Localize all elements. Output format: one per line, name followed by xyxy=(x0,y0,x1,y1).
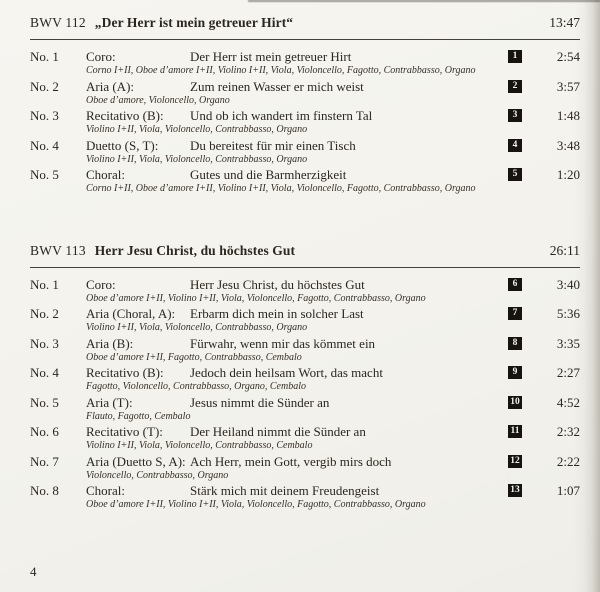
movement-number: No. 1 xyxy=(30,49,59,64)
movement-number: No. 2 xyxy=(30,78,59,94)
cantata-title: Herr Jesu Christ, du höchstes Gut xyxy=(94,242,296,258)
instrumentation: Corno I+II, Oboe d’amore I+II, Violino I+II, Viola, Violoncello, Fagotto, Contrabbasso, Organo xyxy=(86,65,476,76)
track-main-line xyxy=(30,108,580,124)
movement-number: No. 8 xyxy=(30,483,59,498)
movement-title: Zum reinen Wasser er mich weist xyxy=(190,78,364,94)
track-row xyxy=(30,167,580,196)
cd-track-number-badge: 8 xyxy=(508,337,522,350)
movement-type: Choral: xyxy=(86,483,125,498)
track-main-line xyxy=(30,138,580,154)
movement-number: No. 6 xyxy=(30,424,59,439)
movement-duration: 1:20 xyxy=(556,167,580,182)
cd-track-number-badge: 10 xyxy=(508,396,522,409)
movement-duration: 3:48 xyxy=(556,137,580,153)
instrumentation: Oboe d’amore I+II, Violino I+II, Viola, Violoncello, Fagotto, Contrabbasso, Organo xyxy=(86,499,426,510)
movement-title: Der Heiland nimmt die Sünder an xyxy=(190,424,366,439)
instrumentation: Violino I+II, Viola, Violoncello, Contrabbasso, Organo xyxy=(86,322,308,333)
track-list xyxy=(30,49,580,196)
movement-type: Duetto (S, T): xyxy=(86,137,159,153)
movement-number: No. 7 xyxy=(30,453,59,469)
cd-track-number-badge: 5 xyxy=(508,168,522,181)
instrumentation: Fagotto, Violoncello, Contrabbasso, Organo, Cembalo xyxy=(86,381,306,392)
movement-number: No. 3 xyxy=(30,335,59,351)
movement-title: Erbarm dich mein in solcher Last xyxy=(190,306,364,321)
page-number: 4 xyxy=(30,564,37,579)
movement-number: No. 1 xyxy=(30,276,59,292)
instrumentation: Oboe d’amore, Violoncello, Organo xyxy=(86,94,230,106)
instrumentation: Oboe d’amore I+II, Fagotto, Contrabbasso, Cembalo xyxy=(86,351,302,363)
cantata-total-duration: 26:11 xyxy=(549,242,580,258)
movement-title: Du bereitest für mir einen Tisch xyxy=(190,137,356,153)
movement-duration: 2:32 xyxy=(556,424,580,439)
movement-type: Coro: xyxy=(86,49,116,64)
cd-track-number-badge: 7 xyxy=(508,307,522,320)
bwv-number: BWV 113 xyxy=(30,242,86,258)
movement-duration: 2:54 xyxy=(556,49,580,64)
cd-track-number-badge: 12 xyxy=(508,455,522,468)
track-row xyxy=(30,395,580,424)
track-row xyxy=(30,336,580,365)
track-row xyxy=(30,79,580,108)
movement-type: Aria (A): xyxy=(86,78,135,94)
movement-title: Gutes und die Barmherzigkeit xyxy=(190,167,347,182)
movement-duration: 3:40 xyxy=(556,276,580,292)
cd-track-number-badge: 9 xyxy=(508,366,522,379)
movement-type: Aria (Choral, A): xyxy=(86,306,176,321)
movement-type: Aria (B): xyxy=(86,335,134,351)
bwv-number: BWV 112 xyxy=(30,15,86,30)
instrumentation: Violino I+II, Viola, Violoncello, Contrabbasso, Organo xyxy=(86,153,308,165)
cantata-section xyxy=(30,241,580,512)
movement-type: Aria (Duetto S, A): xyxy=(86,453,186,469)
track-row xyxy=(30,306,580,335)
instrumentation: Corno I+II, Oboe d’amore I+II, Violino I+II, Viola, Violoncello, Fagotto, Contrabbasso, Organo xyxy=(86,183,476,194)
track-main-line xyxy=(30,395,580,411)
movement-duration: 1:07 xyxy=(556,483,580,498)
sections xyxy=(30,13,580,512)
track-row xyxy=(30,108,580,137)
track-main-line xyxy=(30,49,580,65)
movement-duration: 3:35 xyxy=(556,335,580,351)
instrumentation: Violino I+II, Viola, Violoncello, Contrabbasso, Organo xyxy=(86,124,308,135)
cd-track-number-badge: 6 xyxy=(508,278,522,291)
cantata-total-duration: 13:47 xyxy=(549,15,580,30)
track-main-line xyxy=(30,277,580,293)
track-main-line xyxy=(30,167,580,183)
movement-number: No. 2 xyxy=(30,306,59,321)
movement-title: Jedoch dein heilsam Wort, das macht xyxy=(190,365,383,380)
movement-number: No. 5 xyxy=(30,167,59,182)
movement-number: No. 4 xyxy=(30,365,59,380)
track-main-line xyxy=(30,79,580,95)
movement-number: No. 5 xyxy=(30,394,59,410)
track-list xyxy=(30,277,580,512)
track-main-line xyxy=(30,424,580,440)
track-row xyxy=(30,483,580,512)
movement-duration: 1:48 xyxy=(556,108,580,123)
movement-duration: 2:27 xyxy=(556,365,580,380)
instrumentation: Violino I+II, Viola, Violoncello, Contrabbasso, Cembalo xyxy=(86,440,313,451)
movement-duration: 5:36 xyxy=(556,306,580,321)
cd-track-number-badge: 4 xyxy=(508,139,522,152)
track-row xyxy=(30,454,580,483)
movement-number: No. 4 xyxy=(30,137,59,153)
movement-number: No. 3 xyxy=(30,108,59,123)
cantata-title: „Der Herr ist mein getreuer Hirt“ xyxy=(94,15,294,30)
movement-type: Recitativo (B): xyxy=(86,108,164,123)
cd-track-number-badge: 13 xyxy=(508,484,522,497)
cantata-section xyxy=(30,13,580,196)
track-main-line xyxy=(30,483,580,499)
instrumentation: Flauto, Fagotto, Cembalo xyxy=(86,410,191,422)
cd-track-number-badge: 2 xyxy=(508,80,522,93)
movement-type: Recitativo (T): xyxy=(86,424,163,439)
track-main-line xyxy=(30,306,580,322)
track-row xyxy=(30,424,580,453)
track-row xyxy=(30,49,580,78)
movement-type: Coro: xyxy=(86,276,116,292)
movement-title: Und ob ich wandert im finstern Tal xyxy=(190,108,373,123)
movement-title: Fürwahr, wenn mir das kömmet ein xyxy=(190,335,376,351)
track-row xyxy=(30,138,580,167)
movement-title: Der Herr ist mein getreuer Hirt xyxy=(190,49,352,64)
cantata-header xyxy=(30,241,580,268)
movement-duration: 4:52 xyxy=(556,394,580,410)
track-main-line xyxy=(30,365,580,381)
movement-type: Recitativo (B): xyxy=(86,365,164,380)
track-main-line xyxy=(30,336,580,352)
movement-type: Aria (T): xyxy=(86,394,133,410)
instrumentation: Oboe d’amore I+II, Violino I+II, Viola, Violoncello, Fagotto, Contrabbasso, Organo xyxy=(86,292,426,304)
track-row xyxy=(30,277,580,306)
instrumentation: Violoncello, Contrabbasso, Organo xyxy=(86,469,229,481)
cd-track-number-badge: 3 xyxy=(508,109,522,122)
cantata-header xyxy=(30,13,580,40)
cd-track-number-badge: 11 xyxy=(508,425,522,438)
movement-title: Stärk mich mit deinem Freudengeist xyxy=(190,483,380,498)
movement-title: Herr Jesu Christ, du höchstes Gut xyxy=(190,276,365,292)
track-row xyxy=(30,365,580,394)
movement-duration: 3:57 xyxy=(556,78,580,94)
movement-duration: 2:22 xyxy=(556,453,580,469)
track-main-line xyxy=(30,454,580,470)
movement-title: Jesus nimmt die Sünder an xyxy=(190,394,330,410)
movement-title: Ach Herr, mein Gott, vergib mirs doch xyxy=(190,453,392,469)
movement-type: Choral: xyxy=(86,167,125,182)
cd-track-number-badge: 1 xyxy=(508,50,522,63)
